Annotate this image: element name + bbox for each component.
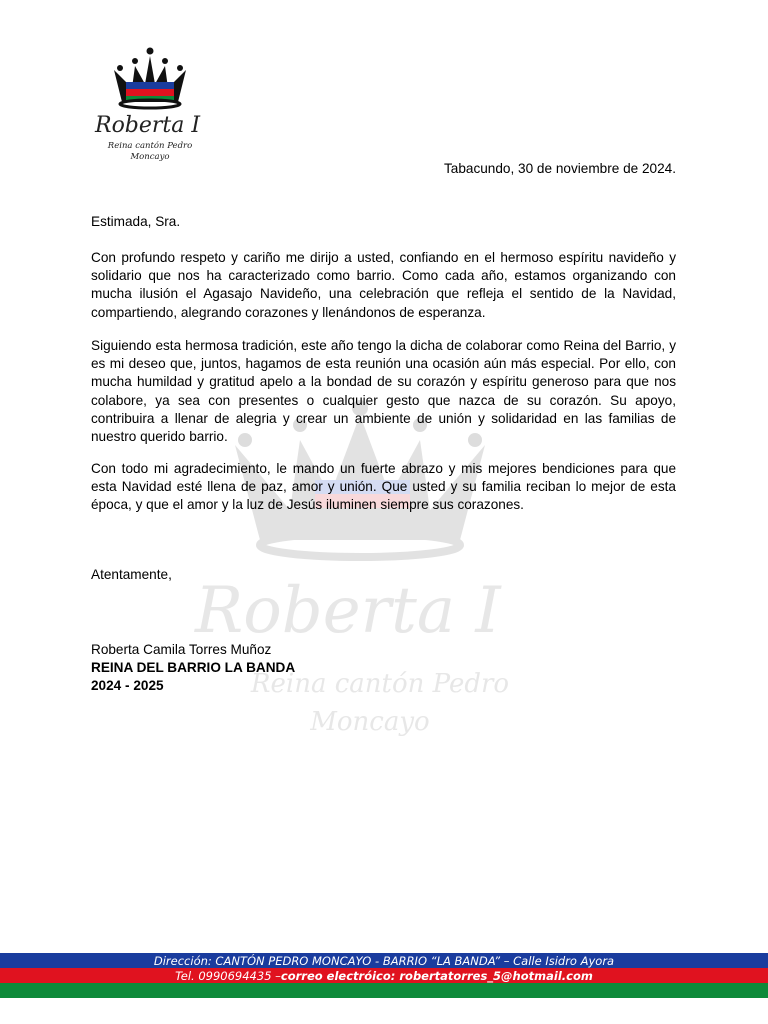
signature-title: REINA DEL BARRIO LA BANDA [91,660,296,675]
footer-email: correo electróico: robertatorres_5@hotmail.com [280,968,593,983]
signature-period: 2024 - 2025 [91,678,164,693]
footer-phone: Tel. 0990694435 – [175,968,281,983]
footer-address: Dirección: CANTÓN PEDRO MONCAYO - BARRIO “LA BANDA” – Calle Isidro Ayora [153,953,615,968]
footer-green-band [0,983,768,998]
signature-name: Roberta Camila Torres Muñoz [91,642,272,657]
footer-contact-band [0,968,768,983]
watermark-name: Roberta I [195,574,501,648]
letter-date: Tabacundo, 30 de noviembre de 2024. [443,161,676,176]
paragraph-2: Siguiendo esta hermosa tradición, este año tengo la dicha de colaborar como Reina del Barrio, y es mi deseo que, juntos, hagamos de esta reunión una ocasión aún más especial. Por ello, con mucha humildad y gratitud apelo a la bondad de su corazón y espíritu generoso para que nos colabore, ya sea con presentes o cualquier gesto que nazca de su corazón. Su apoyo, contribuira a llenar de alegria y crear un ambiente de unión y solidaridad en las familias de nuestro querido barrio. [91,338,676,445]
footer-address-band [0,953,768,968]
signature-block [91,641,295,695]
logo-subtitle-1: Reina cantón Pedro [107,141,193,151]
logo-subtitle-2: Moncayo [130,152,170,162]
crown-icon [90,44,208,164]
watermark-subtitle-2: Moncayo [310,707,430,737]
footer [0,953,768,998]
header-logo [90,44,208,164]
salutation: Estimada, Sra. [91,214,181,229]
watermark-subtitle-1: Reina cantón Pedro [250,669,510,699]
logo-name: Roberta I [95,113,201,138]
closing: Atentamente, [91,567,172,582]
paragraph-3: Con todo mi agradecimiento, le mando un fuerte abrazo y mis mejores bendiciones para que esta Navidad esté llena de paz, amor y unión. Que usted y su familia reciban lo mejor de esta época, y que el amor y la luz de Jesús iluminen siempre sus corazones. [91,461,676,513]
paragraph-1: Con profundo respeto y cariño me dirijo a usted, confiando en el hermoso espíritu navideño y solidario que nos ha caracterizado como barrio. Como cada año, estamos organizando con mucha ilusión el Agasajo Navideño, una celebración que refleja el sentido de la Navidad, compartiendo, alegrando corazones y llenándonos de esperanza. [91,250,676,320]
